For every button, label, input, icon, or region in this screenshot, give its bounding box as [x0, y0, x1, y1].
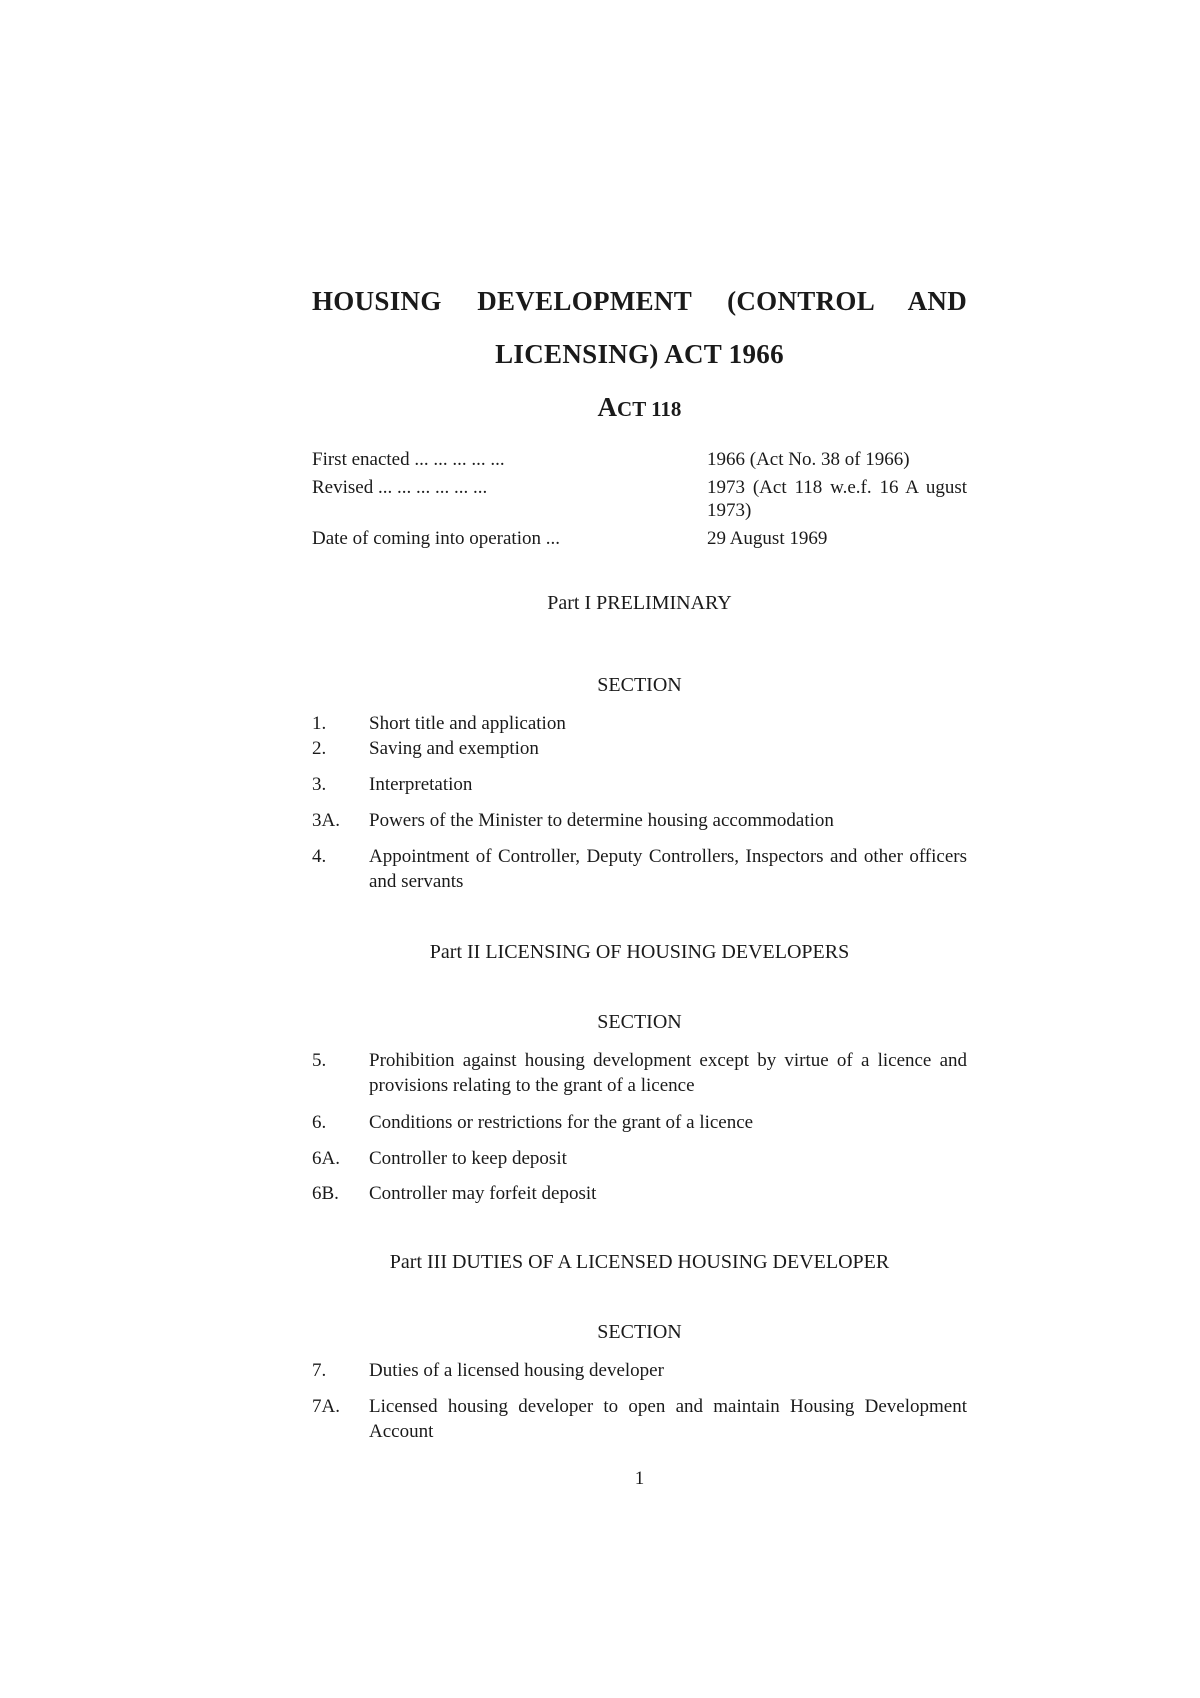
section-title: Appointment of Controller, Deputy Controllers, Inspectors and other officers and servants [369, 846, 967, 892]
section-number: 6B. [312, 1183, 339, 1204]
section-title: Duties of a licensed housing developer [369, 1360, 664, 1381]
enactment-value: 1973 (Act 118 w.e.f. 16 A ugust 1973) [707, 477, 967, 521]
section-title: Controller may forfeit deposit [369, 1183, 597, 1204]
section-number: 3A. [312, 810, 340, 831]
section-number: 2. [312, 738, 327, 759]
section-number: 6. [312, 1112, 327, 1133]
section-number: 1. [312, 713, 327, 734]
part-heading: Part III DUTIES OF A LICENSED HOUSING DEVELOPER [389, 1251, 890, 1273]
enactment-info [312, 448, 967, 555]
section-title: Licensed housing developer to open and maintain Housing Development Account [369, 1396, 967, 1442]
contents-entry [312, 844, 967, 894]
enactment-row [312, 476, 967, 522]
act-title-line-2: LICENSING) ACT 1966 [495, 339, 784, 369]
enactment-label: Revised ... ... ... ... ... ... [312, 477, 488, 498]
enactment-row [312, 448, 967, 471]
enactment-row [312, 527, 967, 550]
section-title: Interpretation [369, 774, 473, 795]
contents-entry [312, 711, 967, 736]
part-heading: Part I PRELIMINARY [547, 592, 732, 614]
enactment-value: 29 August 1969 [707, 528, 828, 549]
part-heading: Part II LICENSING OF HOUSING DEVELOPERS [429, 941, 850, 963]
enactment-label: First enacted ... ... ... ... ... [312, 449, 505, 470]
section-title: Short title and application [369, 713, 566, 734]
section-number: 7. [312, 1360, 327, 1381]
section-number: 4. [312, 846, 327, 867]
act-title-line-1: HOUSING DEVELOPMENT (CONTROL AND [312, 286, 967, 316]
act-number [312, 392, 967, 423]
section-number: 7A. [312, 1396, 340, 1417]
contents-entry [312, 736, 967, 761]
section-heading: SECTION [597, 674, 682, 696]
section-title: Conditions or restrictions for the grant of a licence [369, 1112, 754, 1133]
section-title: Saving and exemption [369, 738, 539, 759]
section-number: 5. [312, 1050, 327, 1071]
contents-entry [312, 772, 967, 797]
section-title: Powers of the Minister to determine housing accommodation [369, 810, 834, 831]
section-heading: SECTION [597, 1321, 682, 1343]
enactment-value: 1966 (Act No. 38 of 1966) [707, 449, 910, 470]
page-number: 1 [634, 1468, 645, 1489]
contents-entry [312, 1146, 967, 1171]
section-number: 3. [312, 774, 327, 795]
act-number-rest: CT 118 [617, 397, 682, 421]
act-number-initial: A [597, 392, 618, 422]
section-title: Prohibition against housing development except by virtue of a licence and provisions relating to the grant of a licence [369, 1050, 967, 1096]
section-title: Controller to keep deposit [369, 1148, 567, 1169]
contents-entry [312, 808, 967, 833]
contents-entry [312, 1358, 967, 1383]
section-number: 6A. [312, 1148, 340, 1169]
contents-entry [312, 1181, 967, 1206]
contents-entry [312, 1048, 967, 1098]
enactment-label: Date of coming into operation ... [312, 528, 560, 549]
contents-entry [312, 1394, 967, 1444]
contents-entry [312, 1110, 967, 1135]
section-heading: SECTION [597, 1011, 682, 1033]
